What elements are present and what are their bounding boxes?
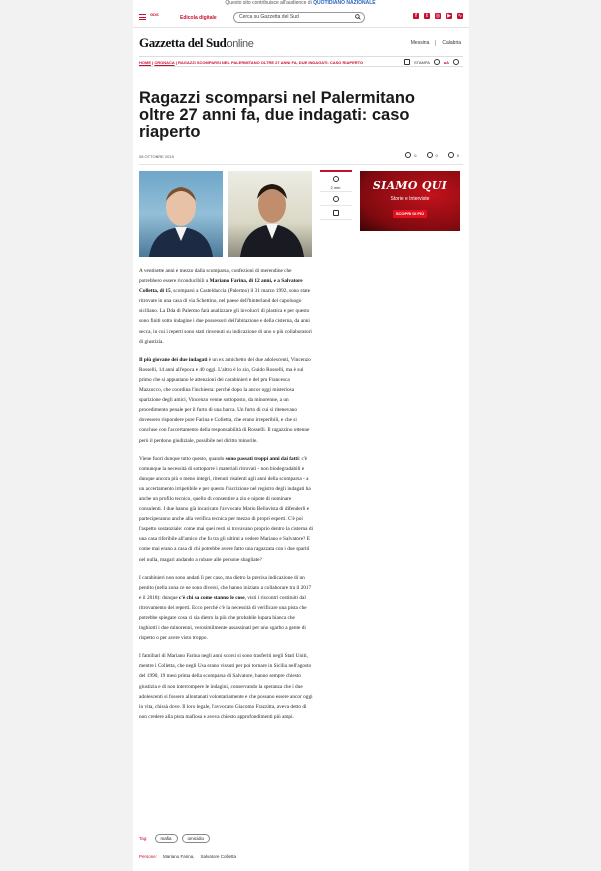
logo-mini[interactable]: GDS bbox=[150, 12, 159, 17]
twitter-icon[interactable]: t bbox=[424, 13, 430, 19]
breadcrumb-current: RAGAZZI SCOMPARSI NEL PALERMITANO OLTRE 27 ANNI FA, DUE INDAGATI: CASO RIAPERTO bbox=[177, 60, 364, 65]
photo-salvatore-colletta[interactable] bbox=[228, 171, 312, 257]
ad-subtitle: Storie e Interviste bbox=[390, 196, 430, 202]
search-placeholder: Cerca su Gazzetta del Sud bbox=[239, 14, 299, 20]
share-icon bbox=[333, 210, 339, 216]
article-paragraph: I carabinieri non sono andati lì per caso, ma dietro la precisa indicazione di un pentito (nella zona ce ne sono diversi, che hanno iniziato a collaborare tra il 2017 e il 2018): dunque c'è chi sa come stanno le cose, visti i riscontri costituiti dal ritrovamento dei reperti. Ecco perché c'è la necessità di verificare una pista che potrebbe spiegare cosa ci sia dietro la più che probabile lupara bianca che inghiottì i due minorenni, verosimilmente assassinati per uno sgarbo a gente di rispetto o per avere visto troppo. bbox=[139, 574, 312, 642]
masthead[interactable] bbox=[139, 35, 253, 51]
search-icon[interactable] bbox=[355, 14, 361, 20]
font-decrease-icon[interactable] bbox=[434, 59, 440, 65]
twitter-share-icon bbox=[427, 152, 433, 158]
facebook-share-icon bbox=[405, 152, 411, 158]
person-link[interactable]: Mariano Farina, bbox=[163, 854, 195, 859]
masthead-suffix: online bbox=[226, 38, 254, 50]
person-link[interactable]: Salvatore Colletta bbox=[200, 854, 237, 859]
read-time: 2 min. bbox=[320, 170, 352, 192]
ad-banner[interactable] bbox=[360, 171, 460, 231]
rss-icon[interactable]: ∿ bbox=[457, 13, 463, 19]
article-body bbox=[139, 266, 314, 730]
divider bbox=[139, 164, 463, 165]
comment-icon bbox=[333, 196, 339, 202]
persons-list bbox=[139, 854, 236, 859]
article-title: Ragazzi scomparsi nel Palermitano oltre 27 anni fa, due indagati: caso riaperto bbox=[139, 89, 416, 141]
article-date: 08 OTTOBRE 2019 bbox=[139, 154, 174, 159]
tags-label: Tag: bbox=[139, 836, 148, 841]
search-input[interactable] bbox=[233, 12, 365, 23]
facebook-icon[interactable]: f bbox=[413, 13, 419, 19]
print-label[interactable]: STAMPA bbox=[414, 59, 430, 65]
breadcrumb-home[interactable]: HOME bbox=[139, 60, 151, 65]
masthead-name: Gazzetta del Sud bbox=[139, 35, 227, 50]
social-links bbox=[413, 13, 463, 19]
email-share-icon bbox=[448, 152, 454, 158]
share-count-facebook[interactable]: 0 bbox=[405, 152, 416, 158]
share-count-email[interactable]: 0 bbox=[448, 152, 459, 158]
city-links bbox=[411, 40, 461, 46]
instagram-icon[interactable]: ◎ bbox=[435, 13, 441, 19]
photo-mariano-farina[interactable] bbox=[139, 171, 223, 257]
edicola-digitale-link[interactable]: Edicola digitale bbox=[180, 15, 217, 21]
youtube-icon[interactable]: ▶ bbox=[447, 13, 451, 19]
article-paragraph: I familiari di Mariano Farina negli anni scorsi si sono trasferiti negli Stati Uniti, mentre i Colletta, che negli Usa erano vissuti per poi tornare in Sicilia nell'agosto del 1990, 19 mesi prima della scomparsa di Salvatore, hanno sempre chiesto giustizia e di non interrompere le indagini, conservando la speranza che i due adolescenti si fossero allontanati volontariamente e che possano essere ancor oggi in vita, chissà dove. Il loro legale, l'avvocato Giacomo Frazzitta, aveva detto di non credere alla pista mafiosa e aveva chiesto approfondimenti più ampi. bbox=[139, 653, 313, 720]
article-paragraph: Viene fuori dunque tutto questo, quando sono passati troppi anni dai fatti: c'è comunque la necessità di sottoporre i materiali ritrovati - non biodegradabili e dunque ancora più o meno integri, ritenuti risalenti agli anni della scomparsa - a un accertamento irripetibile e per questo l'iscrizione nel registro degli indagati ha anche un profilo tecnico, quello di consentire a zio e nipote di nominare consulenti. I due hanno già incaricato l'avvocato Mario Bellavista di difenderli e parteciperanno anche alla verifica tecnica per mezzo di propri esperti. C'è poi l'aspetto sostanziale: come mai quei resti si trovavano proprio dentro la cisterna di una casa riferibile all'amico che fu tra gli ultimi a vedere Mariano e Salvatore? E come mai erano a casa di chi potrebbe avere fatto una ragazzata con i due spariti nel nulla, magari andando a rubare alle persone sbagliate? bbox=[139, 455, 313, 563]
font-increase-icon[interactable] bbox=[453, 59, 459, 65]
share-button[interactable] bbox=[320, 206, 352, 220]
tag-list bbox=[139, 834, 210, 843]
tag-chip[interactable]: omicidio bbox=[182, 834, 211, 843]
breadcrumb-section[interactable]: CRONACA bbox=[154, 60, 175, 65]
promo-text: Questo sito contribuisce all'audience di bbox=[225, 0, 312, 6]
ad-cta-button[interactable]: SCOPRI DI PIÙ bbox=[393, 210, 427, 218]
article-paragraph: Il più giovane dei due indagati è un ex amichetto dei due adolescenti, Vincenzo Rosselli, 14 anni all'epoca e 40 oggi. L'altro è lo zio, Guido Rosselli, ma è sul primo che si appuntano le attenzioni dei carabinieri e del pm Francesca Mazzocco, che coordina l'inchiesta: perché dopo la ancor oggi misteriosa sparizione degli amici, Vincenzo venne sottoposto, da minorenne, a un procedimento penale per il furto di una barca. Un furto di cui si ritenevano dovessero rispondere pure Farina e Colletta, che erano irreperibili, e che si concluse con l'accertamento della responsabilità di Rosselli. Il ragazzino ottenne però il perdono giudiziale, possibile nel diritto minorile. bbox=[139, 356, 311, 444]
promo-strip bbox=[0, 0, 601, 6]
article-paragraph: A ventisette anni e mezzo dalla scomparsa, confezioni di merendine che potrebbero essere riconducibili a Mariano Farina, di 12 anni, e a Salvatore Colletta, di 15, scomparsi a Casteldaccia (Palermo) il 31 marzo 1992, sono state ritrovate in una casa di via Schettino, nel paese dell'hinterland del capoluogo siciliano. La Dda di Palermo farà analizzare gli involucri di plastica e per questo sono finiti sotto indagine i due possessori dell'abitazione e della cisterna, da anni secca, in cui i reperti sono stati rinvenuti su indicazione di uno o più collaboratori di giustizia. bbox=[139, 268, 312, 345]
tag-chip[interactable]: mafia bbox=[155, 834, 178, 843]
breadcrumb-bar bbox=[139, 56, 463, 67]
promo-brand[interactable]: QUOTIDIANO NAZIONALE bbox=[313, 0, 376, 6]
persons-label: Persone: bbox=[139, 854, 158, 859]
clock-icon bbox=[333, 176, 339, 182]
hamburger-menu-icon[interactable] bbox=[139, 14, 146, 20]
top-bar bbox=[133, 8, 469, 28]
print-icon[interactable] bbox=[404, 59, 410, 65]
font-size-icon[interactable]: aA bbox=[443, 59, 449, 65]
ad-title: SIAMO QUI bbox=[372, 179, 448, 192]
share-count-twitter[interactable]: 0 bbox=[427, 152, 438, 158]
city-link-messina[interactable]: Messina bbox=[410, 40, 430, 46]
article-tools bbox=[404, 59, 459, 65]
breadcrumb: HOME | CRONACA | RAGAZZI SCOMPARSI NEL PALERMITANO OLTRE 27 ANNI FA, DUE INDAGATI: CASO RIAPERTO bbox=[139, 60, 364, 65]
city-link-calabria[interactable]: Calabria bbox=[442, 40, 461, 46]
side-rail bbox=[320, 170, 352, 220]
comment-button[interactable] bbox=[320, 192, 352, 206]
share-counts bbox=[405, 152, 459, 158]
